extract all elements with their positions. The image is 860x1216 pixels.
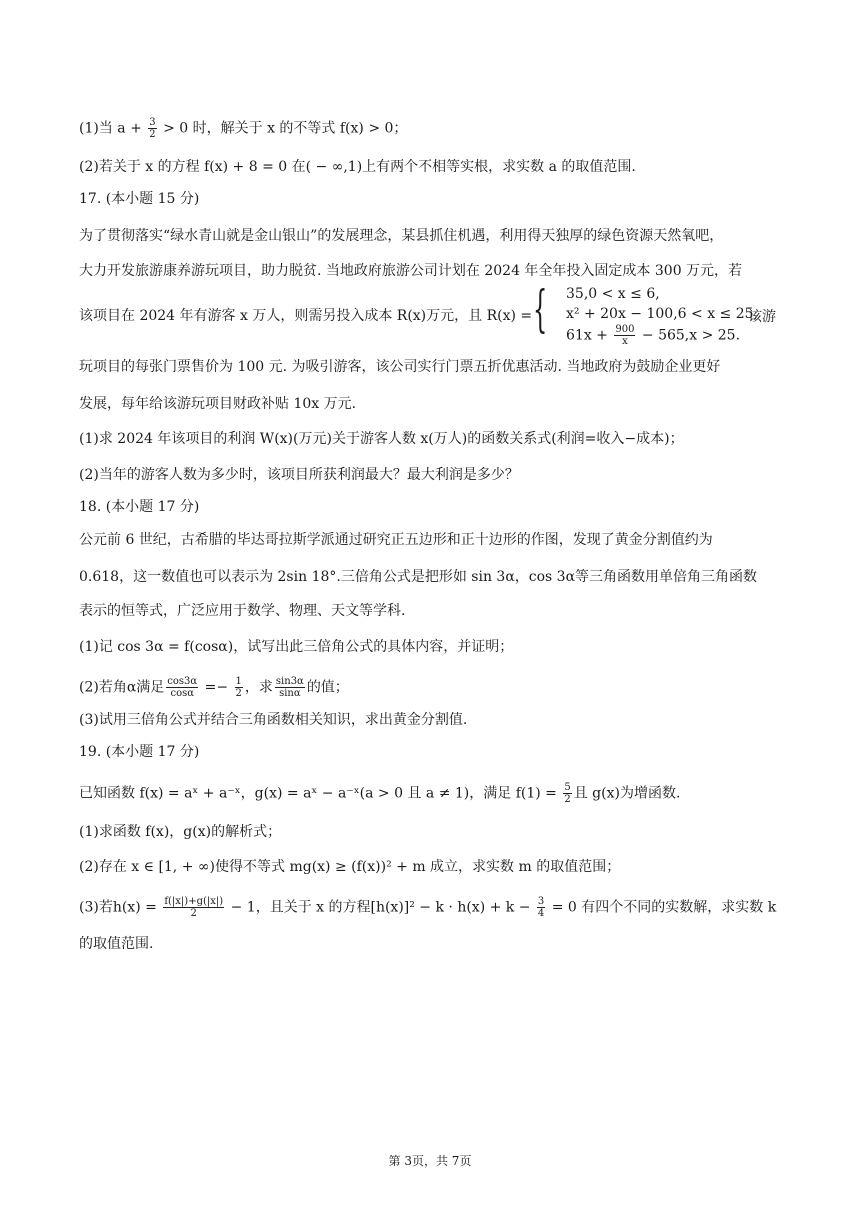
text: − 565,x > 25. — [637, 327, 741, 344]
numerator: sin3α — [275, 676, 304, 687]
q19-text-end: 的取值范围. — [79, 936, 154, 952]
denominator: cosα — [170, 688, 194, 699]
numerator: 3 — [537, 896, 545, 907]
text: (3)若h(x) = — [79, 899, 162, 916]
numerator: f(|x|)+g(|x|) — [164, 896, 224, 907]
text: − 1，且关于 x 的方程[h(x)]² − k · h(x) + k − — [226, 899, 535, 916]
q18-part3: (3)试用三倍角公式并结合三角函数相关知识，求出黄金分割值. — [79, 712, 468, 728]
numerator: 900 — [615, 324, 635, 335]
numerator: 3 — [149, 117, 156, 128]
text: 的值； — [306, 679, 349, 696]
text: =− — [200, 679, 233, 696]
fraction — [275, 676, 305, 699]
fraction — [148, 117, 156, 140]
q18-text-3: 表示的恒等式，广泛应用于数学、物理、天文等学科. — [79, 603, 406, 619]
fraction — [563, 782, 571, 805]
q19-part3 — [79, 896, 776, 919]
q17-text-4: 玩项目的每张门票售价为 100 元. 为吸引游客，该公司实行门票五折优惠活动. 当地政府为鼓励企业更好 — [79, 359, 721, 375]
text: 且 g(x)为增函数. — [573, 785, 681, 802]
piecewise-case-3 — [566, 324, 740, 347]
text: = 0 有四个不同的实数解，求实数 k — [547, 899, 777, 916]
q17-text-1: 为了贯彻落实“绿水青山就是金山银山”的发展理念，某县抓住机遇，利用得天独厚的绿色资源天然氧吧， — [79, 228, 724, 244]
question-17-heading: 17. (本小题 15 分) — [79, 191, 200, 207]
denominator: 2 — [149, 129, 156, 140]
piecewise-case-1: 35,0 < x ≤ 6, — [566, 286, 660, 302]
fraction — [163, 896, 224, 919]
q19-part1: (1)求函数 f(x)，g(x)的解析式； — [79, 824, 282, 840]
q18-text-1: 公元前 6 世纪，古希腊的毕达哥拉斯学派通过研究正五边形和正十边形的作图，发现了黄金分割值约为 — [79, 532, 713, 548]
q17-text-2: 大力开发旅游康养游玩项目，助力脱贫. 当地政府旅游公司计划在 2024 年全年投入固定成本 300 万元，若 — [79, 263, 743, 279]
fraction — [235, 676, 243, 699]
fraction — [537, 896, 545, 919]
text: (1)当 a + — [79, 120, 147, 137]
piecewise-case-2: x² + 20x − 100,6 < x ≤ 25, — [566, 306, 758, 322]
denominator: 4 — [537, 908, 545, 919]
denominator: 2 — [564, 794, 571, 805]
fraction — [614, 324, 635, 347]
numerator: 1 — [235, 676, 242, 687]
q17-text-3: 该项目在 2024 年有游客 x 万人，则需另投入成本 R(x)万元，且 R(x) = — [79, 308, 533, 324]
denominator: 2 — [190, 908, 197, 919]
question-19-heading: 19. (本小题 17 分) — [79, 744, 200, 760]
q19-part2: (2)存在 x ∈ [1, + ∞)使得不等式 mg(x) ≥ (f(x))² + m 成立，求实数 m 的取值范围； — [79, 859, 621, 875]
q18-part2 — [79, 676, 349, 699]
fraction — [166, 676, 198, 699]
q18-text-2: 0.618，这一数值也可以表示为 2sin 18°.三倍角公式是把形如 sin 3α，cos 3α等三角函数用单倍角三角函数 — [79, 569, 758, 585]
text: 已知函数 f(x) = aˣ + a⁻ˣ，g(x) = aˣ − a⁻ˣ(a > 0 且 a ≠ 1)，满足 f(1) = — [79, 785, 562, 802]
denominator: 2 — [235, 688, 242, 699]
text: ，求 — [244, 679, 273, 696]
denominator: x — [622, 336, 628, 347]
denominator: sinα — [279, 688, 301, 699]
q16-part2: (2)若关于 x 的方程 f(x) + 8 = 0 在( − ∞,1)上有两个不相等实根，求实数 a 的取值范围. — [79, 159, 636, 175]
question-18-heading: 18. (本小题 17 分) — [79, 499, 200, 515]
numerator: 5 — [564, 782, 571, 793]
text: (2)若角α满足 — [79, 679, 165, 696]
piecewise-brace: { — [533, 280, 548, 338]
text: > 0 时，解关于 x 的不等式 f(x) > 0； — [158, 120, 408, 137]
q19-text-1 — [79, 782, 680, 805]
text: 61x + — [566, 327, 613, 344]
q16-part1 — [79, 117, 407, 140]
numerator: cos3α — [167, 676, 198, 687]
q17-text-5: 发展，每年给该游玩项目财政补贴 10x 万元. — [79, 396, 357, 412]
page-footer: 第 3页，共 7页 — [388, 1154, 472, 1168]
q17-part2: (2)当年的游客人数为多少时，该项目所获利润最大？最大利润是多少？ — [79, 467, 519, 483]
q18-part1: (1)记 cos 3α = f(cosα)，试写出此三倍角公式的具体内容，并证明； — [79, 639, 514, 655]
q17-text-3-tail: 该游 — [748, 309, 776, 325]
q17-part1: (1)求 2024 年该项目的利润 W(x)(万元)关于游客人数 x(万人)的函数关系式(利润=收入−成本)； — [79, 431, 684, 447]
